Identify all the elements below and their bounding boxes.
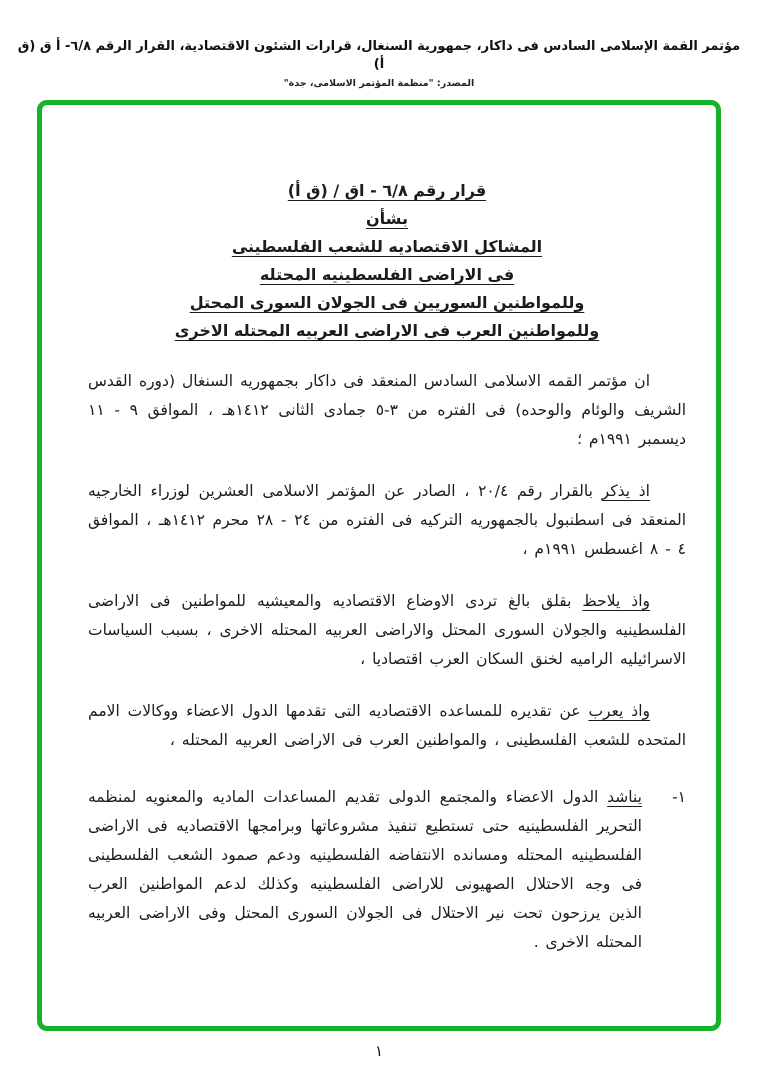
item-text: الدول الاعضاء والمجتمع الدولى تقديم المساعدات الماديه والمعنويه لمنظمه التحرير الفلسطينيه حتى تستطيع تنفيذ مشروعاتها وبرامجها الاقتصاديه فى الاراضى الفلسطينيه المحتله ومسانده الانتفاضه الفلسطينيه ودعم صمود الشعب الفلسطينى فى وجه الاحتلال الصهيونى للاراضى الفلسطينيه وكذلك لدعم المواطنين العرب الذين يرزحون تحت نير الاحتلال فى الجولان السورى المحتل وفى الاراضى العربيه المحتله الاخرى .: [88, 788, 642, 951]
resolution-title-line: وللمواطنين العرب فى الاراضى العربيه المحتله الاخرى: [174, 321, 600, 340]
header-title: مؤتمر القمة الإسلامى السادس فى داكار، جمهورية السنغال، قرارات الشئون الاقتصادية، القرار الرقم ٦/٨- أ ق (ق أ): [17, 39, 741, 72]
document-body: [88, 177, 686, 957]
paragraph-lead: واذ يعرب: [588, 702, 650, 720]
resolution-title-line: بشأن: [366, 209, 408, 228]
preamble-paragraph: [88, 697, 686, 755]
paragraph-text: عن تقديره للمساعده الاقتصاديه التى تقدمها الدول الاعضاء ووكالات الامم المتحده للشعب الفلسطينى ، والمواطنين العرب فى الاراضى العربيه المحتله ،: [88, 702, 686, 749]
paragraph-text: بالقرار رقم ٢٠/٤ ، الصادر عن المؤتمر الاسلامى العشرين لوزراء الخارجيه المنعقد فى اسطنبول بالجمهوريه التركيه فى الفتره من ٢٤ - ٢٨ محرم ١٤١٢هـ ، الموافق ٤ - ٨ اغسطس ١٩٩١م ،: [88, 482, 686, 558]
resolution-title-line: قرار رقم ٦/٨ - اق / (ق أ): [287, 181, 487, 200]
item-number: ١-: [672, 788, 686, 806]
paragraph-lead: اذ يذكر: [601, 482, 650, 500]
resolution-title-line: فى الاراضى الفلسطينيه المحتله: [259, 265, 515, 284]
preamble-paragraph: [88, 367, 686, 454]
paragraph-lead: واذ يلاحظ: [582, 592, 650, 610]
operative-item: [88, 783, 686, 957]
resolution-title-line: المشاكل الاقتصاديه للشعب الفلسطينى: [231, 237, 543, 256]
paragraph-text: ان مؤتمر القمه الاسلامى السادس المنعقد فى داكار بجمهوريه السنغال (دوره القدس الشريف والوئام والوحده) فى الفتره من ٣-٥ جمادى الثانى ١٤١٢هـ ، الموافق ٩ - ١١ ديسمبر ١٩٩١م ؛: [88, 372, 687, 448]
preamble-paragraph: [88, 587, 686, 674]
resolution-title-block: [88, 177, 686, 345]
page-header: [0, 38, 758, 89]
paragraph-text: بقلق بالغ تردى الاوضاع الاقتصاديه والمعيشيه للمواطنين فى الاراضى الفلسطينيه والجولان السورى المحتل والاراضى العربيه المحتله الاخرى ، بسبب السياسات الاسرائيليه الراميه لخنق السكان العرب اقتصاديا ،: [88, 592, 686, 668]
header-source-line: المصدر: "منظمة المؤتمر الاسلامى، جدة": [283, 78, 475, 90]
preamble-paragraph: [88, 477, 686, 564]
item-lead: يناشد: [607, 788, 642, 806]
scanned-document-frame: [37, 100, 721, 1031]
item-paragraph: [88, 783, 642, 957]
resolution-title-line: وللمواطنين السوريين فى الجولان السورى المحتل: [189, 293, 585, 312]
page-number: ١: [374, 1042, 384, 1060]
